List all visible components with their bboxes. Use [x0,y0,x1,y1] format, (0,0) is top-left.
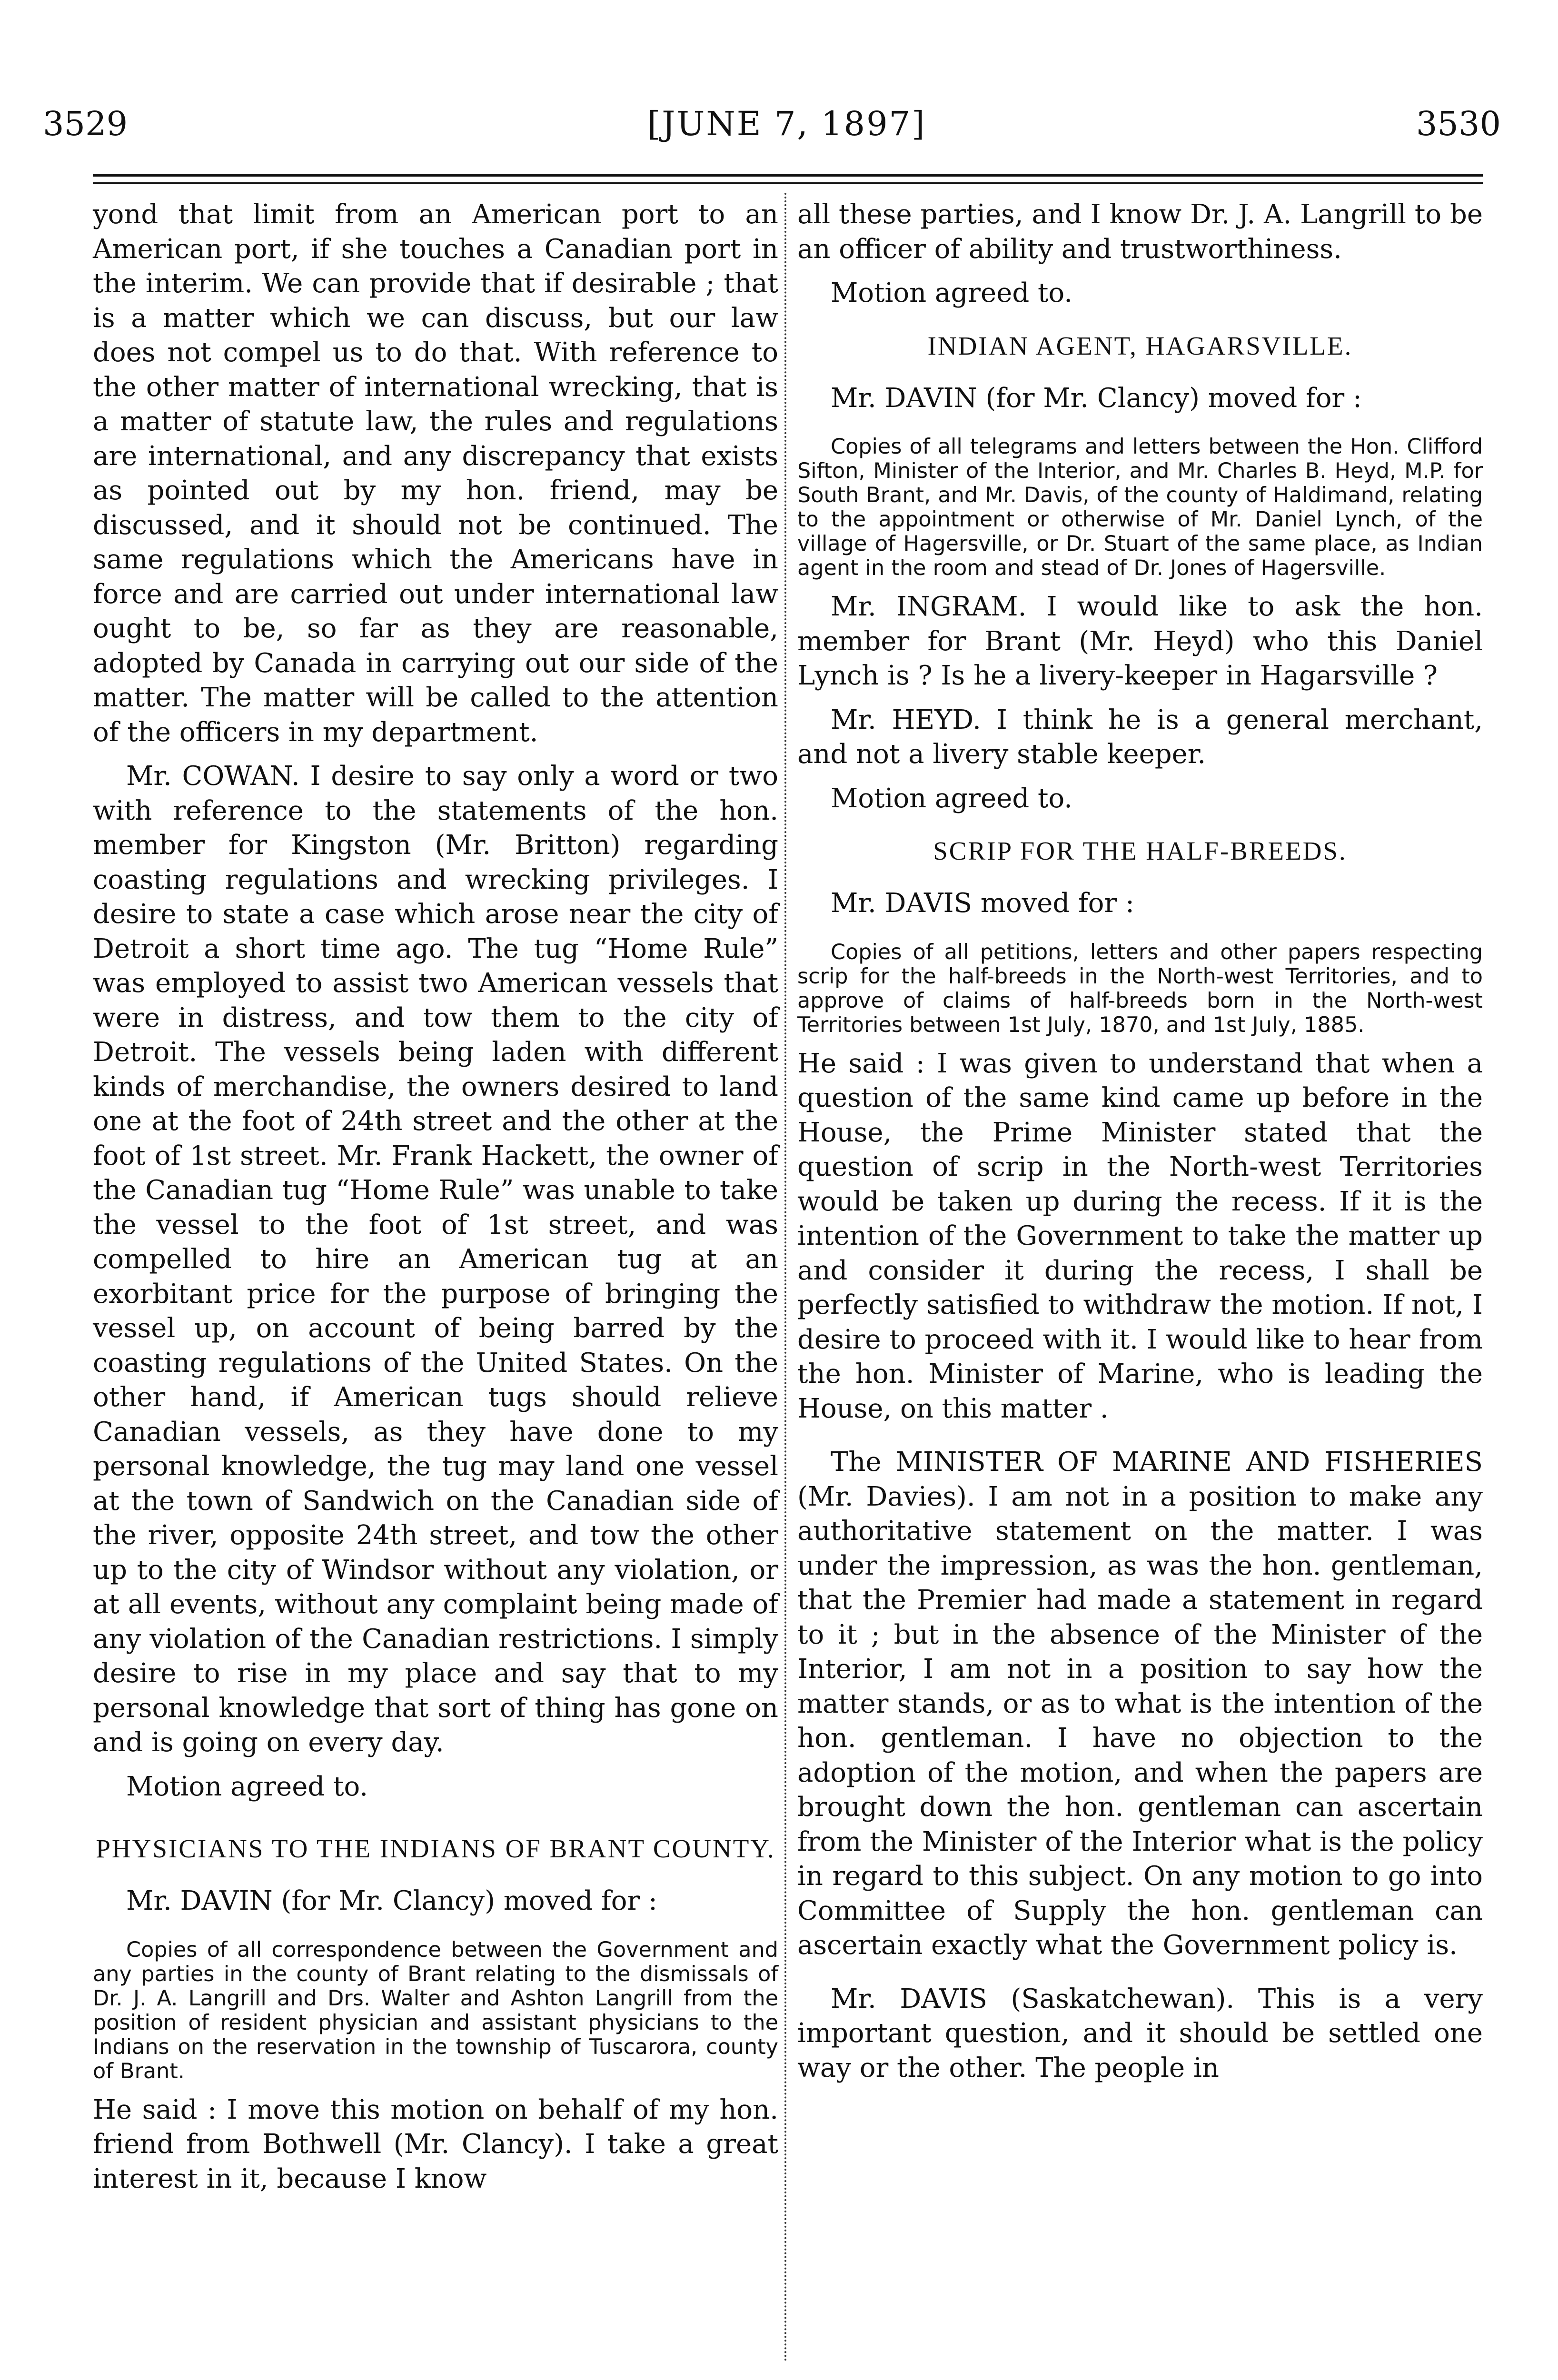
page-header [0,95,1558,152]
paragraph: all these parties, and I know Dr. J. A. Langrill to be an officer of ability and trustworthiness. [797,199,1483,265]
section-heading: SCRIP FOR THE HALF-BREEDS. [933,836,1347,865]
header-rule [93,174,1483,177]
paragraph: Motion agreed to. [831,783,1073,814]
paragraph: Mr. DAVIN (for Mr. Clancy) moved for : [126,1885,657,1916]
column-divider [784,193,788,2363]
paragraph: Mr. HEYD. I think he is a general merchant, and not a livery stable keeper. [797,704,1483,770]
header-rule-thin [93,182,1483,184]
paragraph: Mr. INGRAM. I would like to ask the hon. member for Brant (Mr. Heyd) who this Daniel Lynch is ? Is he a livery-keeper in Hagarsville ? [797,591,1483,691]
header-date: [JUNE 7, 1897] [647,104,926,143]
paragraph: yond that limit from an American port to an American port, if she touches a Canadian port in the interim. We can provide that if desirable ; that is a matter which we can discuss, but our law does not compel us to do that. With reference to the other matter of international wrecking, that is a matter of statute law, the rules and regulations are international, and any discrepancy that exists as pointed out by my hon. friend, may be discussed, and it should not be continued. The same regulations which the Americans have in force and are carried out under international law ought to be, so far as they are reasonable, adopted by Canada in carrying out our side of the matter. The matter will be called to the attention of the officers in my department. [93,199,778,748]
paragraph: Motion agreed to. [126,1771,368,1802]
paragraph: Mr. DAVIN (for Mr. Clancy) moved for : [831,382,1362,414]
right-column [797,198,1483,2085]
section-heading: PHYSICIANS TO THE INDIANS OF BRANT COUNTY. [96,1834,775,1863]
paragraph: Mr. DAVIS moved for : [831,888,1134,919]
paragraph: Motion agreed to. [831,278,1073,308]
paragraph: He said : I was given to understand that when a question of the same kind came up before in the House, the Prime Minister stated that the question of scrip in the North-west Territories would be taken up during the recess. If it is the intention of the Government to take the matter up and consider it during the recess, I shall be perfectly satisfied to withdraw the motion. If not, I desire to proceed with it. I would like to hear from the hon. Minister of Marine, who is leading the House, on this matter . [797,1048,1483,1424]
left-column [93,198,778,2196]
paragraph: He said : I move this motion on behalf of my hon. friend from Bothwell (Mr. Clancy). I take a great interest in it, because I know [93,2094,778,2194]
section-heading: INDIAN AGENT, HAGARSVILLE. [927,331,1353,360]
motion-text: Copies of all petitions, letters and other papers respecting scrip for the half-breeds in the North-west Territories, and to approve of claims of half-breeds born in the North-west Territories between 1st July, 1870, and 1st July, 1885. [797,940,1483,1037]
paragraph: The MINISTER OF MARINE AND FISHERIES (Mr. Davies). I am not in a position to make any authoritative statement on the matter. I was under the impression, as was the hon. gentleman, that the Premier had made a statement in regard to it ; but in the absence of the Minister of the Interior, I am not in a position to say how the matter stands, or as to what is the intention of the hon. gentleman. I have no objection to the adoption of the motion, and when the papers are brought down the hon. gentleman can ascertain from the Minister of the Interior what is the policy in regard to this subject. On any motion to go into Committee of Supply the hon. gentleman can ascertain exactly what the Government policy is. [797,1447,1483,1961]
page-number-left: 3529 [43,104,128,143]
motion-text: Copies of all telegrams and letters between the Hon. Clifford Sifton, Minister of the Interior, and Mr. Charles B. Heyd, M.P. for South Brant, and Mr. Davis, of the county of Haldimand, relating to the appointment or otherwise of Mr. Daniel Lynch, of the village of Hagersville, or Dr. Stuart of the same place, as Indian agent in the room and stead of Dr. Jones of Hagersville. [797,435,1483,580]
paragraph: Mr. COWAN. I desire to say only a word or two with reference to the statements of the hon. member for Kingston (Mr. Britton) regarding coasting regulations and wrecking privileges. I desire to state a case which arose near the city of Detroit a short time ago. The tug “Home Rule” was employed to assist two American vessels that were in distress, and tow them to the city of Detroit. The vessels being laden with different kinds of merchandise, the owners desired to land one at the foot of 24th street and the other at the foot of 1st street. Mr. Frank Hackett, the owner of the Canadian tug “Home Rule” was unable to take the vessel to the foot of 1st street, and was compelled to hire an American tug at an exorbitant price for the purpose of bringing the vessel up, on account of being barred by the coasting regulations of the United States. On the other hand, if American tugs should relieve Canadian vessels, as they have done to my personal knowledge, the tug may land one vessel at the town of Sandwich on the Canadian side of the river, opposite 24th street, and tow the other up to the city of Windsor without any violation, or at all events, without any complaint being made of any violation of the Canadian restrictions. I simply desire to rise in my place and say that to my personal knowledge that sort of thing has gone on and is going on every day. [93,761,778,1758]
motion-text: Copies of all correspondence between the Government and any parties in the county of Brant relating to the dismissals of Dr. J. A. Langrill and Drs. Walter and Ashton Langrill from the position of resident physician and assistant physicians to the Indians on the reservation in the township of Tuscarora, county of Brant. [93,1937,778,2083]
page-number-right: 3530 [1416,104,1501,143]
paragraph: Mr. DAVIS (Saskatchewan). This is a very important question, and it should be settled one way or the other. The people in [797,1983,1483,2083]
